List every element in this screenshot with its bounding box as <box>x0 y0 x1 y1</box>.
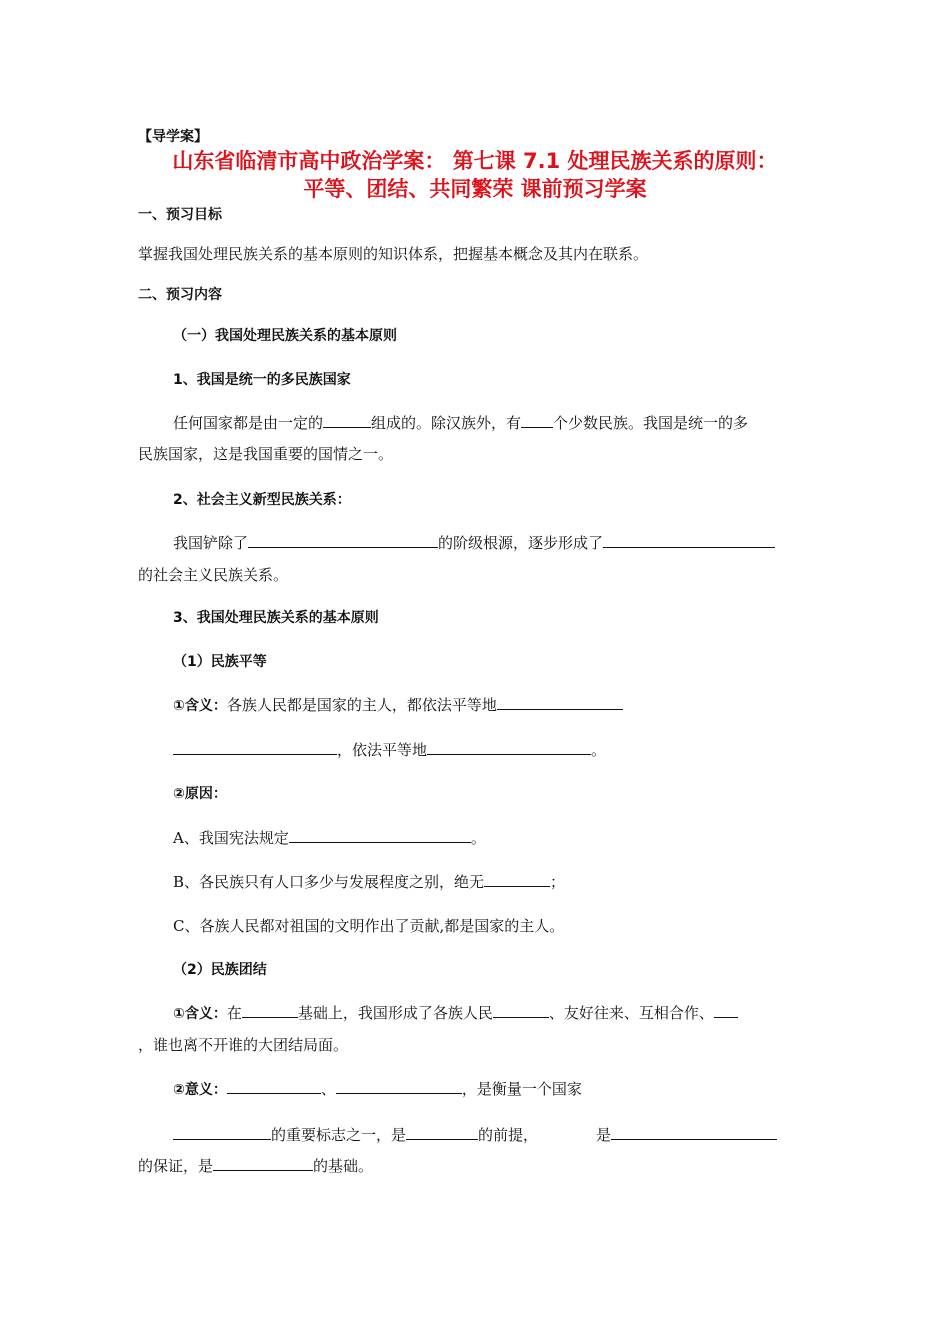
section-heading-goals: 一、预习目标 <box>138 207 222 223</box>
fill-blank[interactable] <box>242 1002 298 1018</box>
fill-blank[interactable] <box>336 1078 462 1094</box>
fill-blank[interactable] <box>714 1002 738 1018</box>
meaning-label: ①含义： <box>173 698 227 714</box>
unity-meaning-line2: ，谁也离不开谁的大团结局面。 <box>138 1036 349 1054</box>
item2-line2: 的社会主义民族关系。 <box>138 566 289 584</box>
fill-blank[interactable] <box>493 1002 549 1018</box>
fill-blank[interactable] <box>173 1124 271 1140</box>
principle-heading-equality: （1）民族平等 <box>173 654 267 670</box>
item2-line1 <box>173 532 775 554</box>
equality-meaning-line2 <box>173 739 606 761</box>
item-heading-unified-nation: 1、我国是统一的多民族国家 <box>173 372 351 388</box>
item-heading-new-relations: 2、社会主义新型民族关系： <box>173 492 351 508</box>
item1-text-a: 任何国家都是由一定的 <box>173 414 324 432</box>
unity-meaning-text-b: 基础上，我国形成了各族人民 <box>297 1004 493 1022</box>
fill-blank[interactable] <box>497 694 623 710</box>
significance-text-e: 的保证，是 <box>138 1157 214 1175</box>
principle-heading-unity: （2）民族团结 <box>173 962 267 978</box>
fill-blank[interactable] <box>603 532 775 548</box>
fill-blank[interactable] <box>521 412 553 428</box>
doc-title-line2: 平等、团结、共同繁荣 课前预习学案 <box>303 177 647 201</box>
item1-text-b: 组成的。除汉族外，有 <box>371 414 522 432</box>
significance-text-c: 的前提， <box>478 1126 539 1144</box>
significance-text-a: ，是衡量一个国家 <box>461 1080 582 1098</box>
fill-blank[interactable] <box>484 871 550 887</box>
fill-blank[interactable] <box>248 532 438 548</box>
unity-significance-line1 <box>173 1078 582 1101</box>
meaning-label: ①含义： <box>173 1006 227 1022</box>
reason-a-text: A、我国宪法规定 <box>173 829 289 847</box>
item1-text-c: 个少数民族。我国是统一的多 <box>553 414 749 432</box>
significance-text-f: 的基础。 <box>313 1157 374 1175</box>
section-heading-content: 二、预习内容 <box>138 287 222 303</box>
item1-line2: 民族国家，这是我国重要的国情之一。 <box>138 445 394 463</box>
fill-blank[interactable] <box>227 1078 321 1094</box>
fill-blank[interactable] <box>611 1124 777 1140</box>
unity-meaning-text-a: 在 <box>226 1004 242 1022</box>
unity-significance-line3 <box>138 1155 373 1177</box>
equality-reason-b <box>173 871 565 893</box>
subsection-heading-principles: （一）我国处理民族关系的基本原则 <box>173 328 397 344</box>
fill-blank[interactable] <box>406 1124 478 1140</box>
unity-significance-line2 <box>173 1124 777 1146</box>
doc-title-line1: 山东省临清市高中政治学案： 第七课 7.1 处理民族关系的原则： <box>172 149 778 173</box>
equality-reason-c: C、各族人民都对祖国的文明作出了贡献,都是国家的主人。 <box>173 917 565 935</box>
unity-meaning-line1 <box>173 1002 738 1025</box>
fill-blank[interactable] <box>323 412 371 428</box>
reason-a-end: 。 <box>470 829 486 847</box>
fill-blank[interactable] <box>427 739 591 755</box>
equality-meaning-end: 。 <box>591 741 607 759</box>
equality-meaning-text-a: 各族人民都是国家的主人，都依法平等地 <box>226 696 497 714</box>
significance-text-b: 的重要标志之一，是 <box>271 1126 407 1144</box>
significance-separator: 、 <box>320 1080 336 1098</box>
item1-line1 <box>173 412 748 434</box>
item2-text-a: 我国铲除了 <box>173 534 249 552</box>
equality-reason-label: ②原因： <box>173 786 227 802</box>
reason-b-end: ； <box>550 873 566 891</box>
significance-text-d: 是 <box>596 1126 612 1144</box>
reason-b-text: B、各民族只有人口多少与发展程度之别，绝无 <box>173 873 485 891</box>
item-heading-basic-principles: 3、我国处理民族关系的基本原则 <box>173 610 379 626</box>
goals-text: 掌握我国处理民族关系的基本原则的知识体系，把握基本概念及其内在联系。 <box>138 245 649 263</box>
significance-label: ②意义： <box>173 1082 227 1098</box>
equality-meaning-text-b: ，依法平等地 <box>337 741 428 759</box>
item2-text-b: 的阶级根源，逐步形成了 <box>438 534 604 552</box>
fill-blank[interactable] <box>173 739 337 755</box>
unity-meaning-text-c: 、友好往来、互相合作、 <box>548 1004 714 1022</box>
fill-blank[interactable] <box>213 1155 313 1171</box>
guide-label: 【导学案】 <box>138 129 208 145</box>
equality-reason-a <box>173 827 486 849</box>
fill-blank[interactable] <box>289 827 471 843</box>
equality-meaning-line1 <box>173 694 623 717</box>
